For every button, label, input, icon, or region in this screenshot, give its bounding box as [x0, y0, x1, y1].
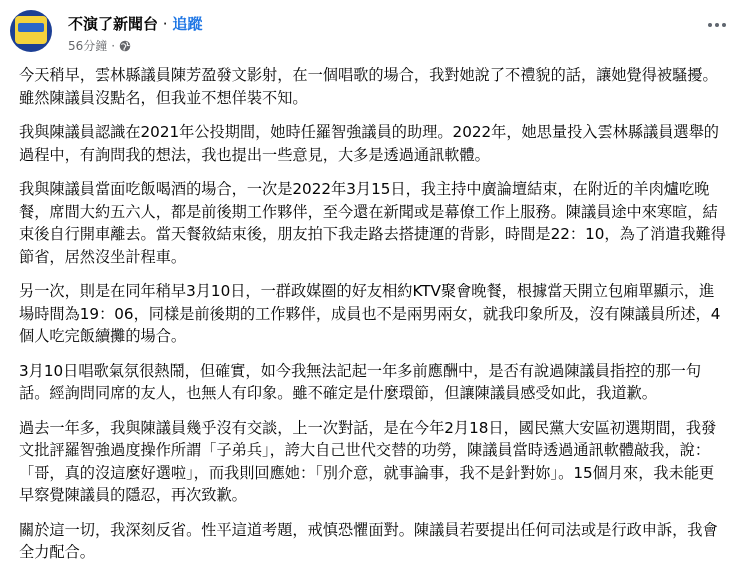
post-meta — [68, 37, 131, 54]
globe-icon — [119, 40, 131, 52]
post-timestamp[interactable]: 56分鐘 — [68, 39, 108, 53]
post-paragraph: 過去一年多，我與陳議員幾乎沒有交談，上一次對話，是在今年2月18日，國民黨大安區初選期間，我發文批評羅智強過度操作所謂「子弟兵」，誇大自己世代交替的功勞，陳議員當時透過通訊軟體敲我，說：「哥，真的沒這麼好選啦」，而我則回應她：「別介意，就事論事，我不是針對妳」。15個月來，我未能更早察覺陳議員的隱忍，再次致歉。 — [19, 418, 717, 504]
post-header — [10, 8, 734, 54]
post-body — [19, 64, 727, 562]
name-separator: · — [158, 15, 173, 33]
page-name[interactable]: 不演了新聞台 — [68, 15, 159, 33]
post-paragraph: 我與陳議員當面吃飯喝酒的場合，一次是2022年3月15日，我主持中廣論壇結束，在附近的羊肉爐吃晚餐，席間大約五六人，都是前後期工作夥伴，至今還在新聞或是幕僚工作上服務。陳議員途中來寒暄，結束後自行開車離去。當天餐敘結束後，朋友拍下我走路去搭捷運的背影，時間是22：10，為了消遣我難得節省，居然沒坐計程車。 — [19, 180, 726, 266]
follow-button[interactable]: 追蹤 — [172, 15, 203, 33]
page-avatar[interactable] — [10, 10, 52, 52]
more-options-button[interactable] — [702, 14, 732, 36]
more-dot-icon — [722, 23, 726, 27]
post-paragraph: 今天稍早，雲林縣議員陳芳盈發文影射，在一個唱歌的場合，我對她說了不禮貌的話，讓她覺得被騷擾。雖然陳議員沒點名，但我並不想佯裝不知。 — [19, 66, 718, 107]
page-name-line — [68, 13, 202, 34]
more-dot-icon — [708, 23, 712, 27]
avatar-logo-bar — [18, 23, 44, 32]
post-paragraph: 我與陳議員認識在2021年公投期間，她時任羅智強議員的助理。2022年，她思量投入雲林縣議員選舉的過程中，有詢問我的想法，我也提出一些意見，大多是透過通訊軟體。 — [19, 123, 719, 164]
more-dot-icon — [715, 23, 719, 27]
post-paragraph: 另一次，則是在同年稍早3月10日，一群政媒圈的好友相約KTV聚會晚餐，根據當天開立包廂單顯示，進場時間為19：06，同樣是前後期的工作夥伴，成員也不是兩男兩女，就我印象所及，沒有陳議員所述，4個人吃完飯續攤的場合。 — [19, 282, 721, 345]
timestamp-separator: · — [111, 38, 116, 53]
post-paragraph: 3月10日唱歌氣氛很熱鬧，但確實，如今我無法記起一年多前應酬中，是否有說過陳議員指控的那一句話。經詢問同席的友人，也無人有印象。雖不確定是什麼環節，但讓陳議員感受如此，我道歉。 — [19, 361, 702, 402]
post-paragraph: 關於這一切，我深刻反省。性平這道考題，戒慎恐懼面對。陳議員若要提出任何司法或是行政申訴，我會全力配合。 — [19, 520, 718, 561]
